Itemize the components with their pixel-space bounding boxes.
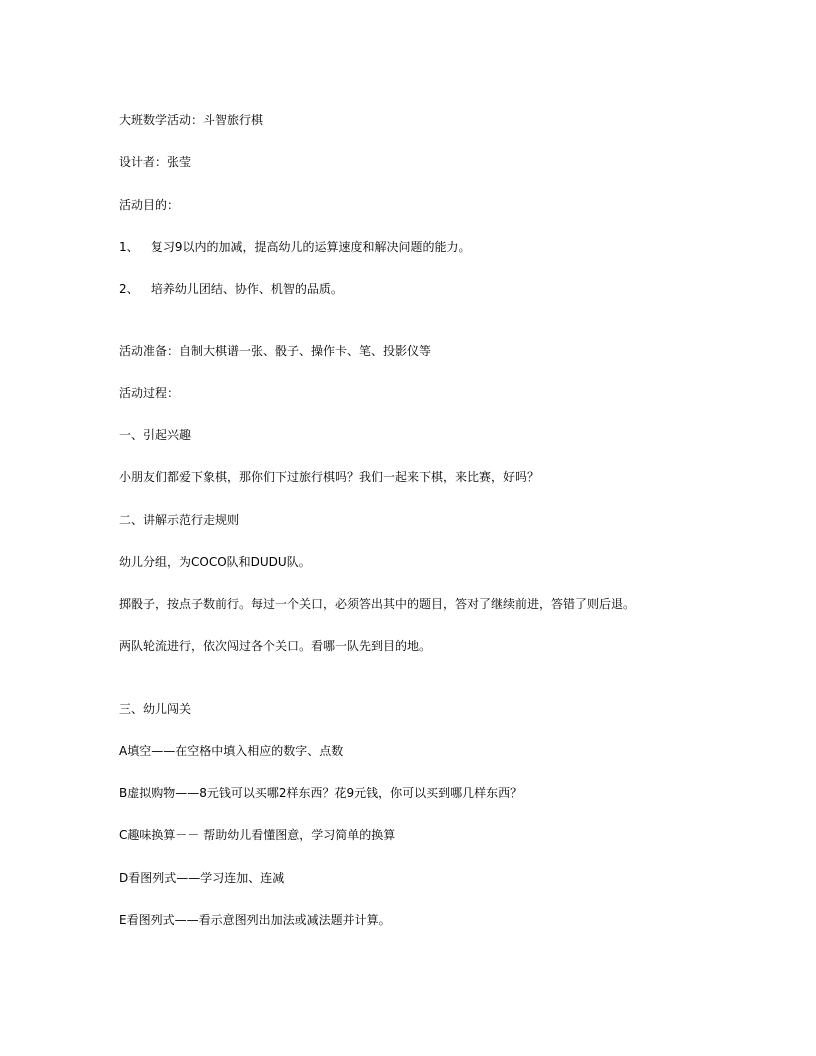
goal-text: 培养幼儿团结、协作、机智的品质。 <box>150 282 343 296</box>
section3-heading: 三、幼儿闯关 <box>119 702 192 716</box>
section1-heading: 一、引起兴趣 <box>119 428 192 442</box>
section3-item: A填空——在空格中填入相应的数字、点数 <box>119 744 344 758</box>
document-title: 大班数学活动：斗智旅行棋 <box>119 113 264 127</box>
section2-paragraph: 幼儿分组，为COCO队和DUDU队。 <box>119 555 311 569</box>
goal-number: 2、 <box>119 282 139 296</box>
goal-text: 复习9以内的加减，提高幼儿的运算速度和解决问题的能力。 <box>150 240 471 254</box>
goal-item <box>119 239 470 255</box>
goals-heading: 活动目的： <box>119 198 180 212</box>
designer-line: 设计者：张莹 <box>119 155 192 169</box>
section3-item: D看图列式——学习连加、连减 <box>119 871 285 885</box>
section3-item: C趣味换算－－ 帮助幼儿看懂图意，学习简单的换算 <box>119 828 396 842</box>
section3-item: E看图列式——看示意图列出加法或减法题并计算。 <box>119 913 391 927</box>
goal-item <box>119 281 343 297</box>
section2-paragraph: 掷骰子，按点子数前行。每过一个关口，必须答出其中的题目，答对了继续前进，答错了则后退。 <box>119 597 636 611</box>
process-heading: 活动过程： <box>119 386 180 400</box>
section2-heading: 二、讲解示范行走规则 <box>119 513 240 527</box>
goal-number: 1、 <box>119 240 139 254</box>
preparation-line: 活动准备：自制大棋谱一张、骰子、操作卡、笔、投影仪等 <box>119 344 432 358</box>
section2-paragraph: 两队轮流进行，依次闯过各个关口。看哪一队先到目的地。 <box>119 639 432 653</box>
section1-text: 小朋友们都爱下象棋，那你们下过旅行棋吗？我们一起来下棋，来比赛，好吗？ <box>119 470 540 484</box>
section3-item: B虚拟购物——8元钱可以买哪2样东西？花9元钱，你可以买到哪几样东西？ <box>119 786 523 800</box>
